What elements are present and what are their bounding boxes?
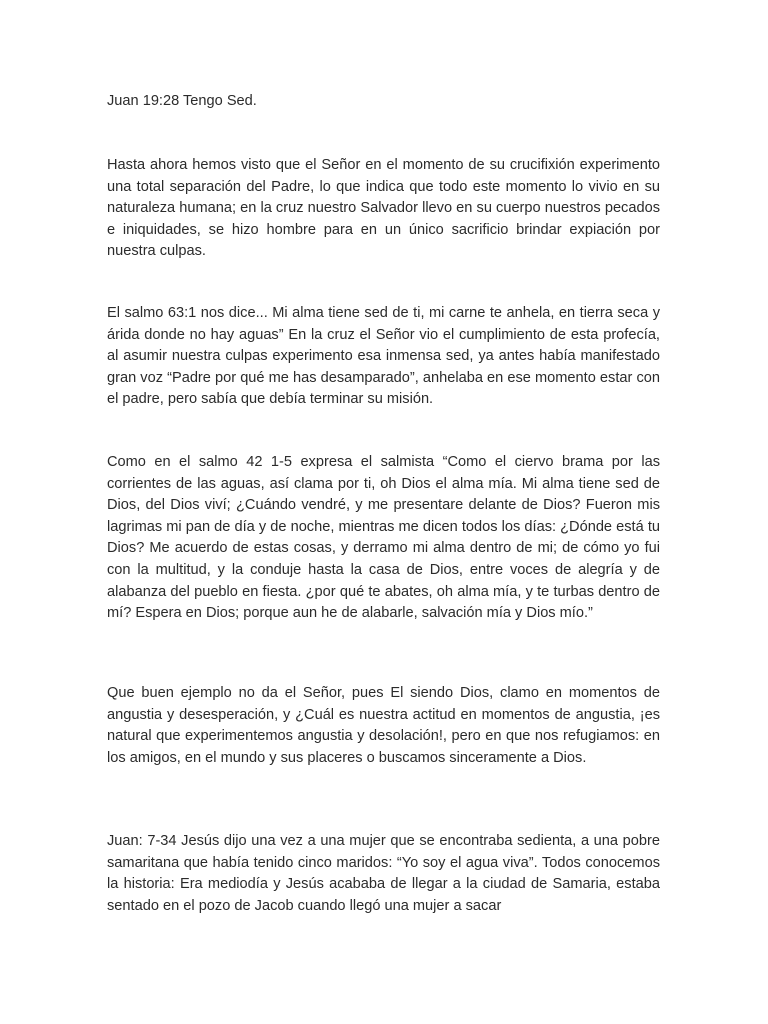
paragraph-5: Juan: 7-34 Jesús dijo una vez a una mujer que se encontraba sedienta, a una pobre samaritana que había tenido cinco maridos: “Yo soy el agua viva”. Todos conocemos la historia: Era mediodía y Jesús acababa de llegar a la ciudad de Samaria, estaba sentado en el pozo de Jacob cuando llegó una mujer a sacar [107, 833, 660, 914]
paragraph-4: Que buen ejemplo no da el Señor, pues El siendo Dios, clamo en momentos de angustia y desesperación, y ¿Cuál es nuestra actitud en momentos de angustia, ¡es natural que experimentemos angustia y desolación!, pero en que nos refugiamos: en los amigos, en el mundo y sus placeres o buscamos sinceramente a Dios. [107, 685, 660, 766]
document-title: Juan 19:28 Tengo Sed. [107, 93, 257, 109]
paragraph-1: Hasta ahora hemos visto que el Señor en el momento de su crucifixión experimento una total separación del Padre, lo que indica que todo este momento lo vivio en su naturaleza humana; en la cruz nuestro Salvador llevo en su cuerpo nuestros pecados e iniquidades, se hizo hombre para en un único sacrificio brindar expiación por nuestra culpas. [107, 157, 660, 260]
paragraph-2: El salmo 63:1 nos dice... Mi alma tiene sed de ti, mi carne te anhela, en tierra seca y árida donde no hay aguas” En la cruz el Señor vio el cumplimiento de esta profecía, al asumir nuestra culpas experimento esa inmensa sed, ya antes había manifestado gran voz “Padre por qué me has desamparado”, anhelaba en ese momento estar con el padre, pero sabía que debía terminar su misión. [107, 305, 660, 408]
paragraph-3: Como en el salmo 42 1-5 expresa el salmista “Como el ciervo brama por las corrientes de las aguas, así clama por ti, oh Dios el alma mía. Mi alma tiene sed de Dios, del Dios viví; ¿Cuándo vendré, y me presentare delante de Dios? Fueron mis lagrimas mi pan de día y de noche, mientras me dicen todos los días: ¿Dónde está tu Dios? Me acuerdo de estas cosas, y derramo mi alma dentro de mi; de cómo yo fui con la multitud, y la conduje hasta la casa de Dios, entre voces de alegría y de alabanza del pueblo en fiesta. ¿por qué te abates, oh alma mía, y te turbas dentro de mí? Espera en Dios; porque aun he de alabarle, salvación mía y Dios mío.” [107, 454, 660, 622]
